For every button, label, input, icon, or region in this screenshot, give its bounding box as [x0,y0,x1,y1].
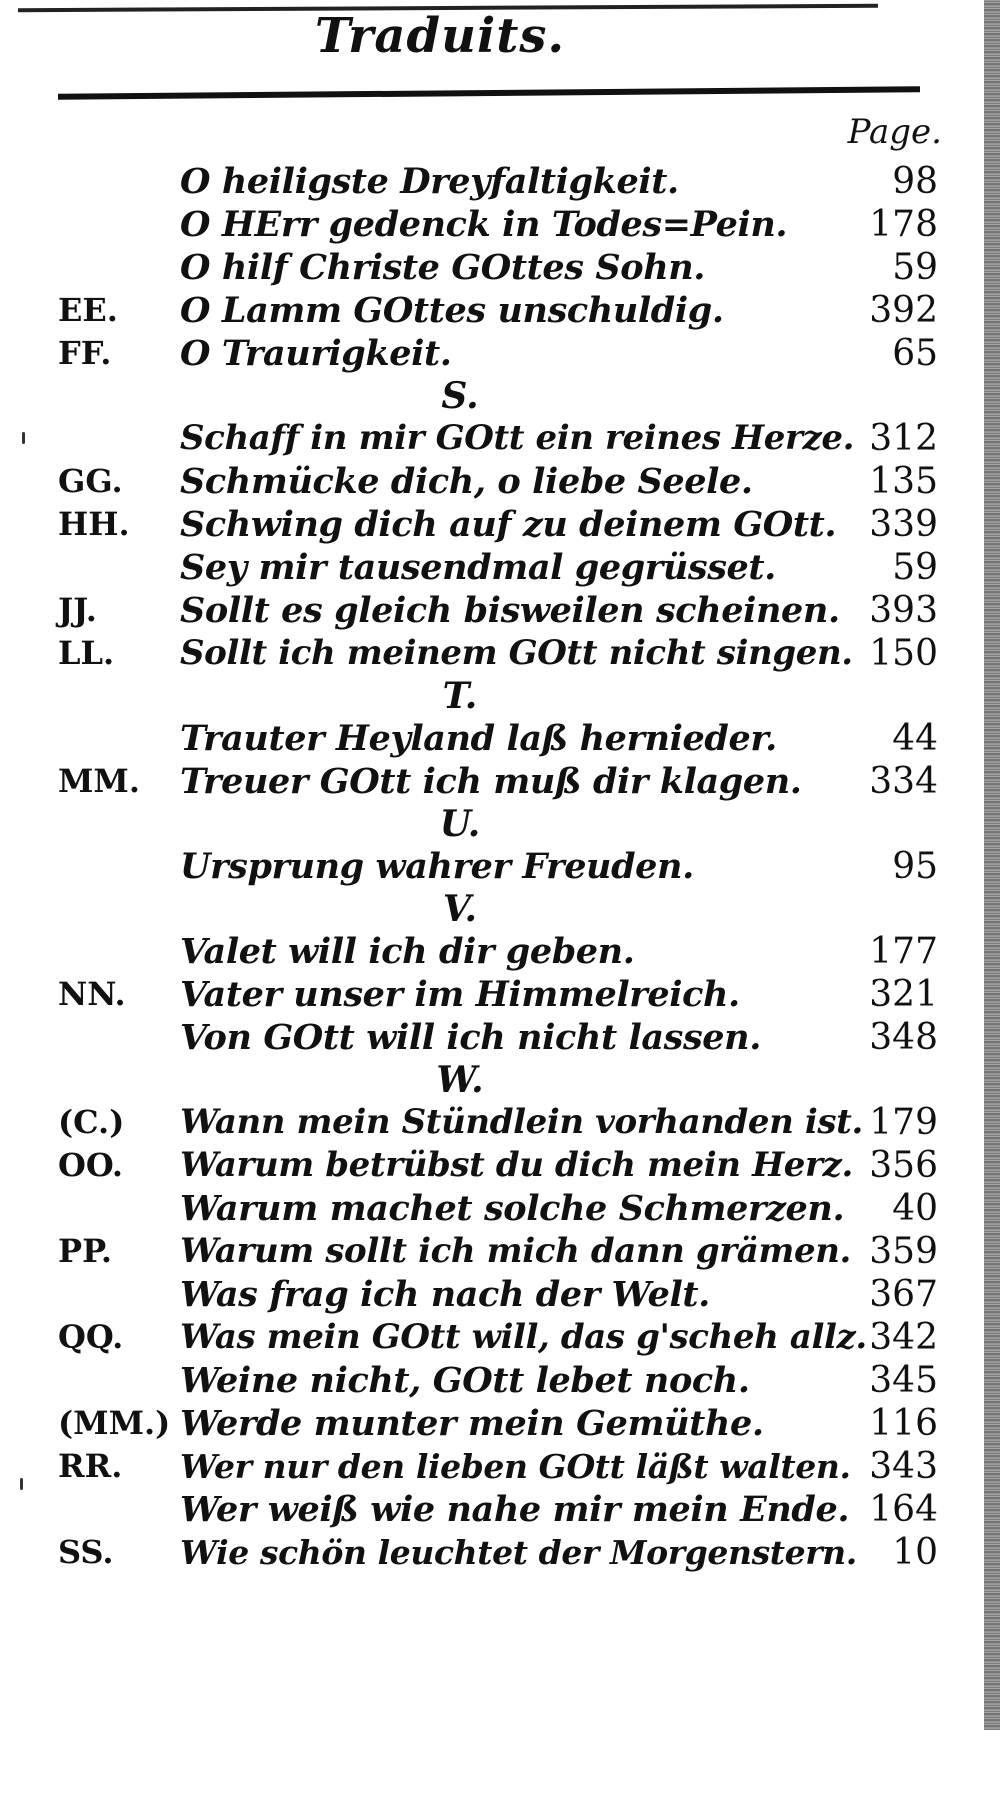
entry-mark: HH. [58,505,130,543]
page-number: 393 [869,590,938,631]
entry-mark: (C.) [58,1103,125,1141]
hymn-title: O hilf Christe GOttes Sohn. [180,247,706,288]
index-entry [0,503,1000,546]
index-entry [0,289,1000,332]
page-number: 40 [892,1188,938,1229]
entry-mark: FF. [58,334,112,372]
index-entry [0,1101,1000,1144]
hymn-title: Wie schön leuchtet der Morgenstern. [180,1533,857,1572]
page-column-heading: Page. [847,112,942,152]
entry-mark: (MM.) [58,1404,171,1442]
hymn-title: O heiligste Dreyfaltigkeit. [180,161,679,202]
index-entry [0,1016,1000,1059]
entry-mark: GG. [58,462,123,500]
hymn-title: Vater unser im Himmelreich. [180,974,740,1015]
page-number: 116 [869,1403,938,1444]
page-number: 342 [869,1317,938,1358]
hymn-title: Von GOtt will ich nicht lassen. [180,1017,761,1058]
hymn-title: O Traurigkeit. [180,333,452,374]
page-number: 44 [892,718,938,759]
index-entry [0,1230,1000,1273]
page-number: 312 [869,418,938,459]
page-number: 177 [869,931,938,972]
entry-mark: LL. [58,634,115,672]
entry-mark: PP. [58,1232,112,1270]
index-entry [0,1402,1000,1445]
page-number: 367 [869,1274,938,1315]
page-number: 356 [869,1145,938,1186]
hymn-title: Treuer GOtt ich muß dir klagen. [180,761,802,802]
page-number: 334 [869,761,938,802]
entry-mark: NN. [58,975,126,1013]
entry-mark: OO. [58,1146,124,1184]
hymn-title: Ursprung wahrer Freuden. [180,846,694,887]
index-entry [0,589,1000,632]
index-entry [0,332,1000,375]
page-title: Traduits. [314,8,566,64]
index-entry [0,1316,1000,1359]
index-entry [0,203,1000,246]
hymn-title: Was frag ich nach der Welt. [180,1274,710,1315]
hymn-title: O Lamm GOttes unschuldig. [180,290,724,331]
section-letter: W. [436,1059,484,1101]
section-letter: U. [439,803,481,845]
page-number: 164 [869,1489,938,1530]
page-number: 135 [869,461,938,502]
hymn-title: O HErr gedenck in Todes=Pein. [180,204,788,245]
hymn-title: Schaff in mir GOtt ein reines Herze. [180,418,855,458]
page-number: 95 [892,846,938,887]
index-entry [0,1187,1000,1230]
index-entry [0,973,1000,1016]
hymn-title: Schmücke dich, o liebe Seele. [180,461,753,502]
entry-mark: JJ. [58,591,97,629]
page-number: 98 [892,161,938,202]
page-number: 321 [869,974,938,1015]
section-letter: V. [442,888,478,930]
entry-mark: QQ. [58,1318,124,1356]
hymn-title: Schwing dich auf zu deinem GOtt. [180,504,837,545]
entry-mark: RR. [58,1447,123,1485]
hymn-title: Werde munter mein Gemüthe. [180,1403,764,1444]
section-letter: S. [441,375,479,417]
page-number: 178 [869,204,938,245]
page-number: 65 [892,333,938,374]
page-number: 59 [892,547,938,588]
index-entry [0,1359,1000,1402]
hymn-title: Was mein GOtt will, das g'scheh allz. [180,1317,867,1357]
hymn-title: Warum sollt ich mich dann grämen. [180,1231,851,1271]
hymn-title: Wer nur den lieben GOtt läßt walten. [180,1447,851,1486]
hymn-title: Sey mir tausendmal gegrüsset. [180,547,776,588]
hymn-title: Valet will ich dir geben. [180,931,635,972]
index-entry [0,160,1000,203]
page-number: 343 [869,1446,938,1487]
page-number: 348 [869,1017,938,1058]
index-entry [0,717,1000,760]
index-entry [0,460,1000,503]
hymn-title: Trauter Heyland laß hernieder. [180,718,777,759]
index-entry [0,1531,1000,1574]
index-entry [0,246,1000,289]
header-rule [58,86,920,100]
page-number: 345 [869,1360,938,1401]
hymn-title: Warum machet solche Schmerzen. [180,1188,845,1229]
hymn-title: Sollt es gleich bisweilen scheinen. [180,590,840,631]
hymn-title: Warum betrübst du dich mein Herz. [180,1145,853,1185]
page-number: 339 [869,504,938,545]
page-number: 179 [869,1102,938,1143]
hymn-index-list [0,160,1000,1574]
section-letter: T. [442,675,478,717]
entry-mark: MM. [58,762,140,800]
page-number: 59 [892,247,938,288]
hymn-title: Sollt ich meinem GOtt nicht singen. [180,633,853,673]
hymn-title: Wann mein Stündlein vorhanden ist. [180,1102,863,1142]
index-entry [0,546,1000,589]
index-entry [0,930,1000,973]
hymn-title: Wer weiß wie nahe mir mein Ende. [180,1489,850,1530]
entry-mark: EE. [58,291,118,329]
page-number: 10 [892,1532,938,1573]
index-entry [0,1144,1000,1187]
page-number: 359 [869,1231,938,1272]
page-number: 392 [869,290,938,331]
page-number: 150 [869,633,938,674]
index-entry [0,632,1000,675]
index-entry [0,760,1000,803]
index-entry [0,1445,1000,1488]
entry-mark: SS. [58,1533,114,1571]
index-entry [0,1273,1000,1316]
index-entry [0,417,1000,460]
hymn-title: Weine nicht, GOtt lebet noch. [180,1360,750,1401]
index-entry [0,1488,1000,1531]
index-entry [0,845,1000,888]
